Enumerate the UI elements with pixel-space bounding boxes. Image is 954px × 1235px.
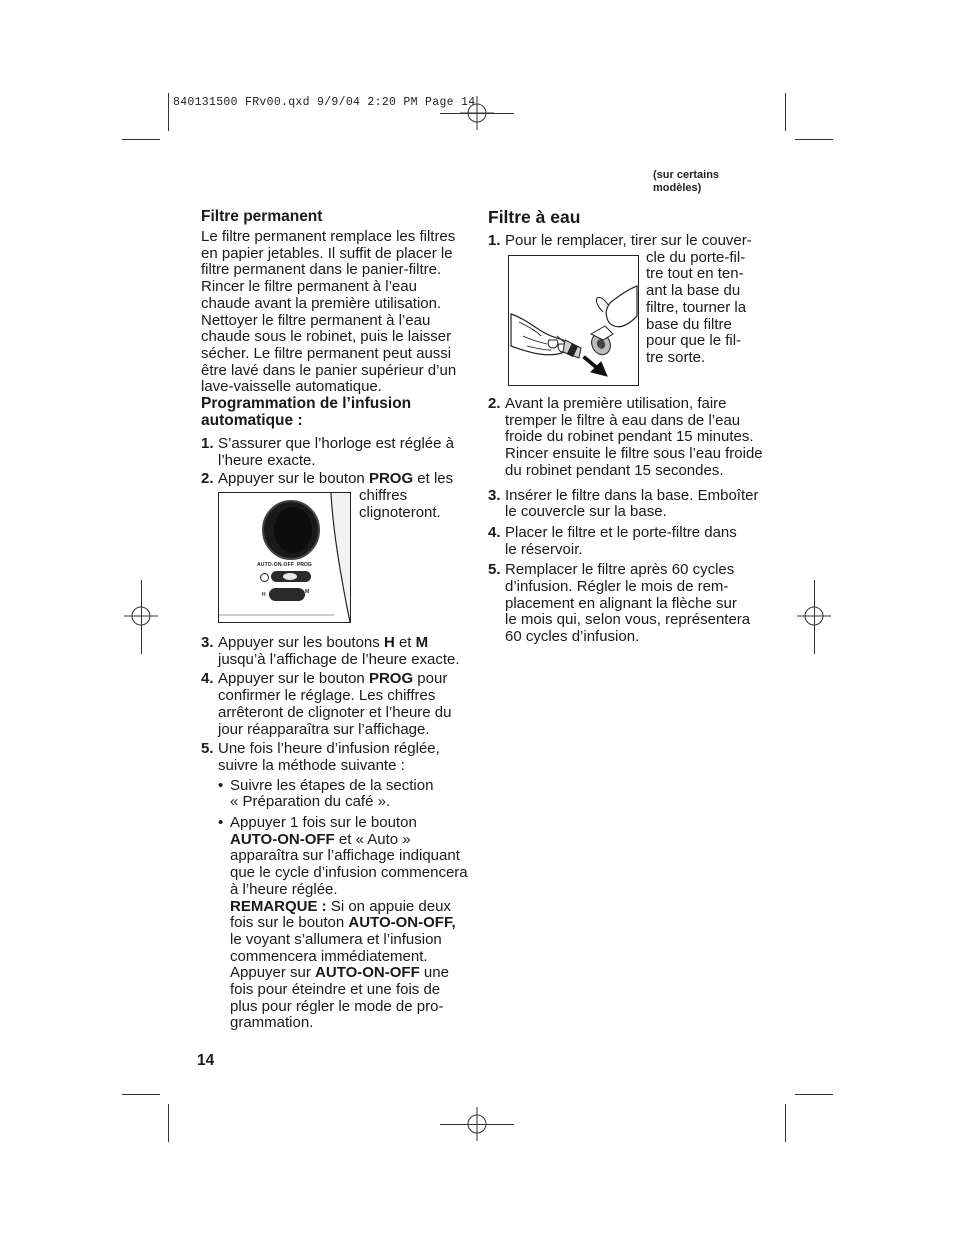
heading-programmation: Programmation de l’infusion automatique : <box>201 395 412 429</box>
registration-vline-right <box>814 580 815 654</box>
page-number: 14 <box>197 1052 215 1069</box>
water-item-5: 5. Remplacer le filtre après 60 cycles d’infusion. Régler le mois de rem- placement en alignant la flèche sur le mois qui, selon vous, représentera 60 cycles d’infusion. <box>488 561 751 646</box>
water-filter-illustration <box>509 256 638 385</box>
power-indicator-icon <box>260 573 269 582</box>
prog-item-4: 4. Appuyer sur le bouton PROG pour confirmer le réglage. Les chiffres arrêteront de clignoter et l’heure du jour réapparaîtra sur l’affichage. <box>201 670 452 738</box>
registration-line-top <box>440 113 514 114</box>
prog-bullet-2: • Appuyer 1 fois sur le bouton AUTO-ON-OFF et « Auto » apparaîtra sur l’affichage indiquant que le cycle d’infusion commencera à l’heure réglée. REMARQUE : Si on appuie deux fois sur le bouton AUTO-ON-OFF, le voyant s’allumera et l’infusion commencera immédiatement. Appuyer sur AUTO-ON-OFF une fois pour éteindre et une fois de plus pour régler le mode de pro- grammation. <box>218 814 468 1032</box>
registration-line-bottom <box>440 1124 514 1125</box>
auto-on-off-label: AUTO-ON-OFF <box>257 562 295 568</box>
heading-filtre-a-eau: Filtre à eau <box>488 207 581 227</box>
water-item-1: 1. Pour le remplacer, tirer sur le couver- cle du porte-fil- tre tout en ten- ant la base du filtre, tourner la base du filtre pour que le fil- tre sorte. <box>488 232 752 366</box>
auto-on-off-button[interactable] <box>271 571 311 582</box>
section-filtre-permanent <box>201 208 476 396</box>
prog-item-5: 5. Une fois l’heure d’infusion réglée, suivre la méthode suivante : <box>201 740 440 774</box>
prog-items-continued <box>201 635 476 1032</box>
slug-line: 840131500 FRv00.qxd 9/9/04 2:20 PM Page 14 <box>173 96 476 109</box>
prog-item-3: 3. Appuyer sur les boutons H et M jusqu’à l’affichage de l’heure exacte. <box>201 634 460 668</box>
paragraph-filtre-permanent: Le filtre permanent remplace les filtres en papier jetables. Il suffit de placer le filtre permanent dans le panier-filtre. Rincer le filtre permanent à l’eau chaude avant la première utilisation. Nettoyer le filtre permanent à l’eau chaude sous le robinet, puis le laisser sécher. Le filtre permanent peut aussi être lavé dans le panier supérieur d’un lave-vaisselle automatique. <box>201 228 457 396</box>
h-label: H <box>262 592 266 598</box>
water-item-3: 3. Insérer le filtre dans la base. Emboîter le couvercle sur la base. <box>488 486 759 521</box>
control-panel-illustration <box>219 493 350 622</box>
m-label: M <box>305 589 310 595</box>
heading-filtre-permanent: Filtre permanent <box>201 208 323 225</box>
prog-label: PROG <box>297 562 312 568</box>
model-note: (sur certains modèles) <box>653 169 720 194</box>
water-filter-figure <box>508 255 639 386</box>
h-m-button[interactable] <box>269 588 305 601</box>
prog-bullet-1: • Suivre les étapes de la section « Préparation du café ». <box>218 776 434 811</box>
water-items-continued <box>488 396 763 646</box>
water-item-2: 2. Avant la première utilisation, faire tremper le filtre à eau dans de l’eau froide du robinet pendant 15 minutes. Rincer ensuite le filtre sous l’eau froide du robinet pendant 15 secondes. <box>488 395 763 479</box>
prog-item-2: 2. Appuyer sur le bouton PROG et les chiffres clignoteront. <box>201 470 454 521</box>
registration-vline-left <box>141 580 142 654</box>
prog-item-1: 1. S’assurer que l’horloge est réglée à l’heure exacte. <box>201 435 454 469</box>
control-panel-figure <box>218 492 351 623</box>
water-item-4: 4. Placer le filtre et le porte-filtre dans le réservoir. <box>488 523 737 558</box>
